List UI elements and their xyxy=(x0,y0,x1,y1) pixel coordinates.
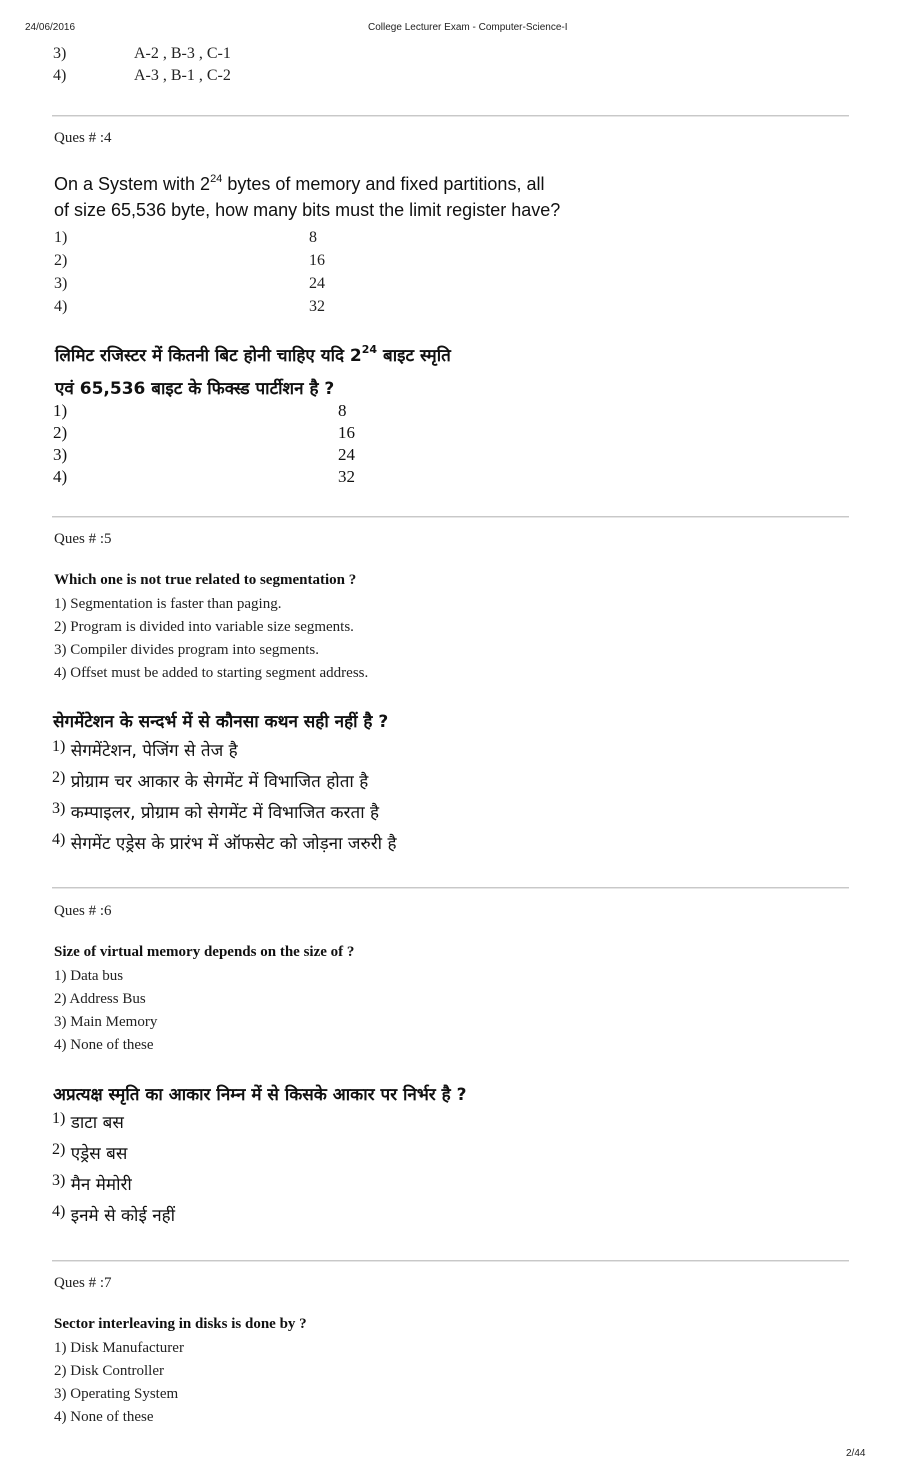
question-5-label: Ques # :5 xyxy=(54,531,112,547)
q5-en-option-3: 3) Compiler divides program into segments. xyxy=(54,642,319,658)
q5-en-option-4: 4) Offset must be added to starting segment address. xyxy=(54,665,369,681)
question-4-english-line-1: On a System with $2^{24}$ bytes of memory and fixed partitions, all xyxy=(54,173,545,194)
q4-hi-option-2-num: 2) xyxy=(53,423,68,442)
q7-en-option-4: 4) None of these xyxy=(54,1409,154,1425)
question-5-hindi: सेगमेंटेशन के सन्दर्भ में से कौनसा कथन सही नहीं है ? xyxy=(53,712,389,732)
question-7-english: Sector interleaving in disks is done by ? xyxy=(54,1316,307,1332)
divider xyxy=(52,516,849,518)
q4-en-option-2-num: 2) xyxy=(54,252,68,269)
page-number: 2/44 xyxy=(846,1448,866,1459)
prev-option-4-num: 4) xyxy=(53,67,67,84)
q6-hi-option-4: 4) इनमे से कोई नहीं xyxy=(52,1203,176,1226)
q4-hi-option-4-num: 4) xyxy=(53,467,68,486)
q6-hi-option-1: 1) डाटा बस xyxy=(52,1110,124,1133)
q5-hi-option-3: 3) कम्पाइलर, प्रोग्राम को सेगमेंट में विभाजित करता है xyxy=(52,800,380,823)
q6-en-option-4: 4) None of these xyxy=(54,1037,154,1053)
question-7-label: Ques # :7 xyxy=(54,1275,112,1291)
document-title: College Lecturer Exam - Computer-Science-I xyxy=(368,22,568,33)
q5-hi-option-2: 2) प्रोग्राम चर आकार के सेगमेंट में विभाजित होता है xyxy=(52,769,369,792)
q4-hi-option-1-text: 8 xyxy=(338,401,347,420)
q4-hi-option-2-text: 16 xyxy=(338,423,355,442)
q6-en-option-1: 1) Data bus xyxy=(54,968,124,984)
q7-en-option-1: 1) Disk Manufacturer xyxy=(54,1340,184,1356)
q5-en-option-1: 1) Segmentation is faster than paging. xyxy=(54,596,282,612)
q4-en-option-4-text: 32 xyxy=(309,298,325,315)
q4-en-option-2-text: 16 xyxy=(309,252,325,269)
print-date: 24/06/2016 xyxy=(25,22,76,33)
q4-hi-option-3-text: 24 xyxy=(338,445,355,464)
q6-en-option-3: 3) Main Memory xyxy=(54,1014,158,1030)
q6-en-option-2: 2) Address Bus xyxy=(54,991,146,1007)
q7-en-option-2: 2) Disk Controller xyxy=(54,1363,164,1379)
q4-hi-option-1-num: 1) xyxy=(53,401,68,420)
q4-hi-option-3-num: 3) xyxy=(53,445,68,464)
q6-hi-option-3: 3) मैन मेमोरी xyxy=(52,1172,132,1195)
question-6-english: Size of virtual memory depends on the size of ? xyxy=(54,944,355,960)
divider xyxy=(52,115,849,117)
q5-hi-option-1: 1) सेगमेंटेशन, पेजिंग से तेज है xyxy=(52,738,238,761)
question-4-english-line-2: of size 65,536 byte, how many bits must the limit register have? xyxy=(54,200,561,220)
prev-option-3-text: A-2 , B-3 , C-1 xyxy=(134,45,231,62)
question-4-label: Ques # :4 xyxy=(54,130,112,146)
divider xyxy=(52,887,849,889)
q4-en-option-1-text: 8 xyxy=(309,229,317,246)
q6-hi-option-2: 2) एड्रेस बस xyxy=(52,1141,128,1164)
question-6-label: Ques # :6 xyxy=(54,903,112,919)
q4-en-option-4-num: 4) xyxy=(54,298,68,315)
q7-en-option-3: 3) Operating System xyxy=(54,1386,179,1402)
q4-en-option-3-text: 24 xyxy=(309,275,325,292)
q5-hi-option-4: 4) सेगमेंट एड्रेस के प्रारंभ में ऑफसेट को जोड़ना जरुरी है xyxy=(52,831,397,854)
prev-option-3-num: 3) xyxy=(53,45,67,62)
q4-en-option-1-num: 1) xyxy=(54,229,68,246)
q4-hi-option-4-text: 32 xyxy=(338,467,355,486)
question-6-hindi: अप्रत्यक्ष स्मृति का आकार निम्न में से किसके आकार पर निर्भर है ? xyxy=(53,1085,467,1105)
prev-option-4-text: A-3 , B-1 , C-2 xyxy=(134,67,231,84)
divider xyxy=(52,1260,849,1262)
question-4-hindi-line-1: लिमिट रजिस्टर में कितनी बिट होनी चाहिए यदि $2^{24}$ बाइट स्मृति xyxy=(55,343,451,366)
question-4-hindi-line-2: एवं 65,536 बाइट के फिक्स्ड पार्टीशन है ? xyxy=(55,379,335,399)
q4-en-option-3-num: 3) xyxy=(54,275,68,292)
q5-en-option-2: 2) Program is divided into variable size segments. xyxy=(54,619,354,635)
question-5-english: Which one is not true related to segmentation ? xyxy=(54,572,357,588)
